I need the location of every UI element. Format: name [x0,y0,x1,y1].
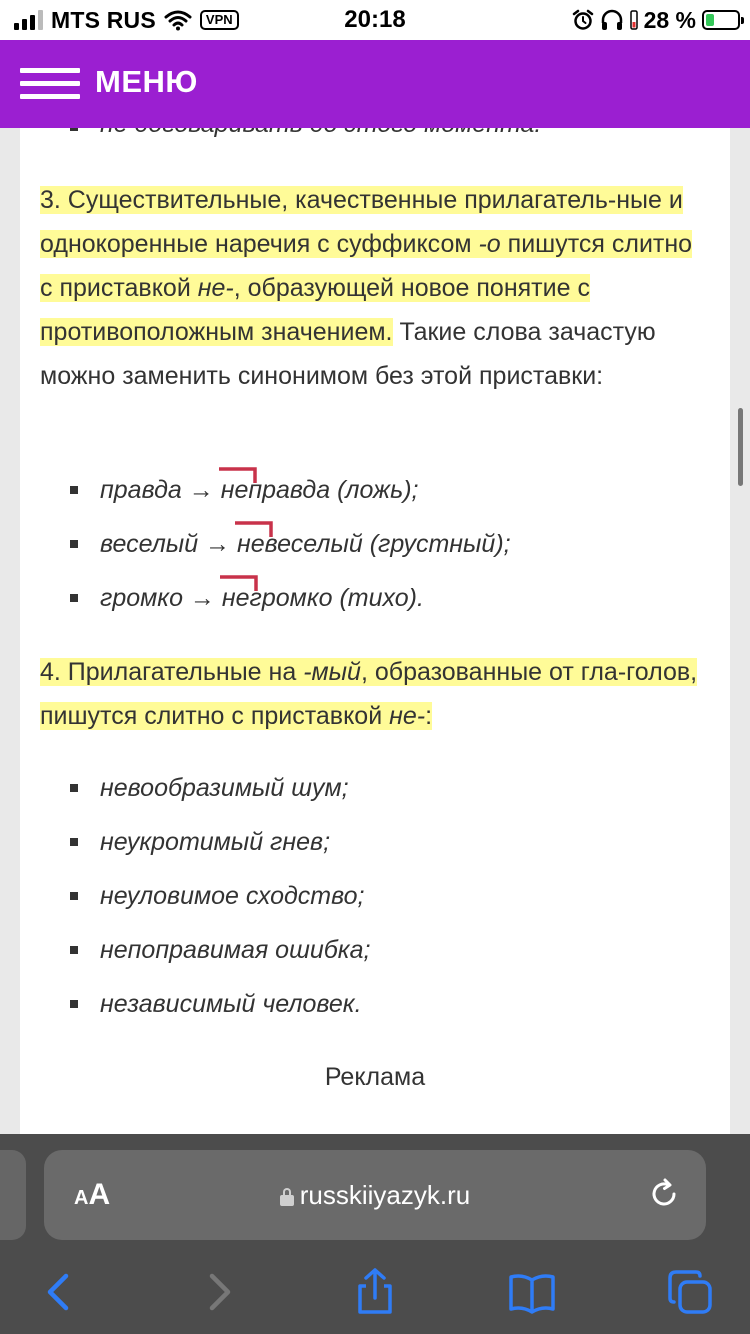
rule-3-highlight: 3. Существительные, качественные прилагатель-ные и однокоренные наречия с суффиксом -о пишутся слитно с приставкой не-, образующей новое понятие с противоположным значением. [40,186,693,346]
menu-label[interactable]: МЕНЮ [95,64,198,99]
vpn-badge: VPN [200,10,239,30]
prefix-mark: не [222,583,250,613]
reader-options-button[interactable]: AA [74,1178,111,1211]
rule-4-paragraph [40,650,710,738]
carrier-name: MTS RUS [51,6,156,33]
prefix-mark: не [221,475,249,505]
browser-toolbar [0,1260,750,1320]
ad-label: Реклама [324,1063,426,1091]
alarm-icon [572,9,594,31]
battery-percent: 28 % [643,6,696,33]
address-bar[interactable] [44,1150,706,1240]
word-item: неукротимый гнев; [100,828,331,856]
status-bar [0,0,750,40]
example-item: громко → не громко (тихо). [100,583,424,613]
forward-icon[interactable] [196,1268,244,1316]
tabs-icon[interactable] [666,1268,714,1316]
headphone-battery-icon [630,9,638,31]
prefix-bracket-icon [217,467,259,487]
prefix-bracket-icon [233,521,275,541]
prefix-bracket-icon [218,575,260,595]
article-content [20,60,730,1134]
reload-icon[interactable] [646,1176,682,1212]
status-time: 20:18 [344,6,406,33]
lock-icon [280,1188,294,1206]
url-field[interactable]: russkiiyazyk.ru [44,1180,706,1211]
hamburger-menu-icon[interactable] [20,68,80,100]
rule-3-paragraph: 3. Существительные, качественные прилагатель-ные и однокоренные наречия с суффиксом -о пишутся слитно с приставкой не-, образующей новое понятие с противоположным значением. Такие слова зачастую можно заменить синонимом без этой приставки: [40,186,693,390]
status-right [572,6,740,34]
example-item: правда → не правда (ложь); [100,475,419,505]
headphones-icon [600,9,624,31]
prefix-mark: не [237,529,265,559]
share-icon[interactable] [351,1268,399,1316]
menu-bar[interactable] [0,40,750,128]
bookmarks-icon[interactable] [508,1268,556,1316]
battery-icon [702,10,740,30]
example-item: веселый → не веселый (грустный); [100,529,511,559]
word-item: независимый человек. [100,990,362,1018]
browser-bottom-bar [0,1134,750,1334]
scroll-indicator[interactable] [738,408,743,486]
rule-4-highlight: 4. Прилагательные на -мый, образованные от гла-голов, пишутся слитно с приставкой не-: [40,658,698,730]
back-icon[interactable] [34,1268,82,1316]
word-item: неуловимое сходство; [100,882,365,910]
battery-fill [706,14,714,26]
word-item: непоправимая ошибка; [100,936,371,964]
word-item: невообразимый шум; [100,774,349,802]
previous-tab-preview[interactable] [0,1150,26,1240]
